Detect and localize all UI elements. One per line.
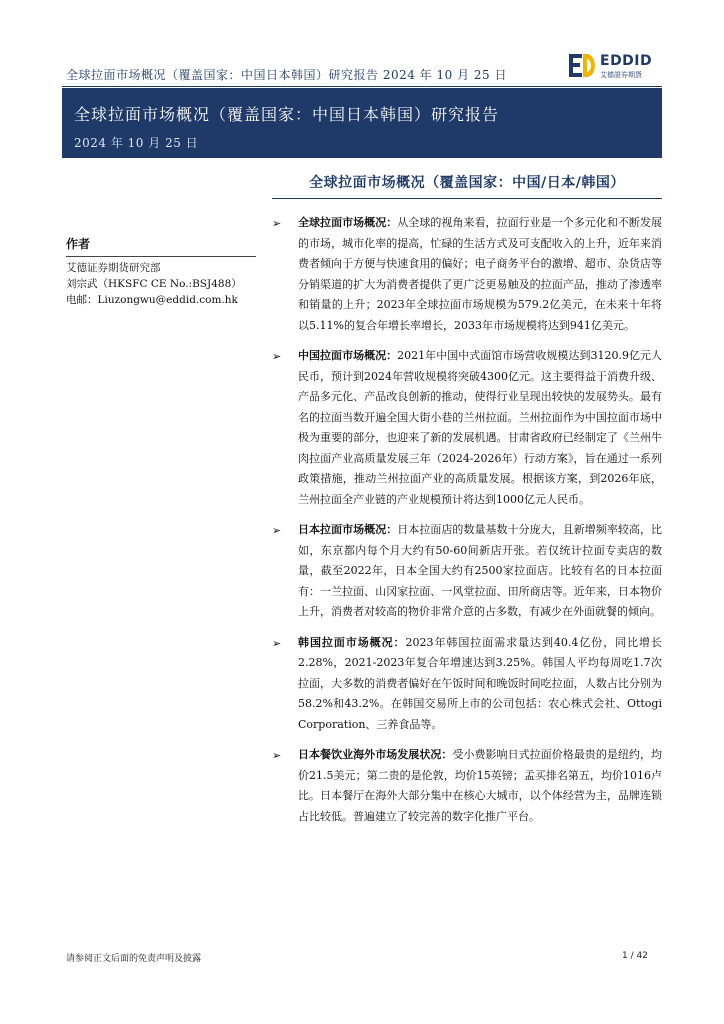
report-title: 全球拉面市场概况（覆盖国家：中国日本韩国）研究报告: [74, 105, 500, 124]
author-name: 刘宗武（HKSFC CE No.:BSJ488）: [66, 278, 242, 290]
item-text: 日本拉面店的数量基数十分庞大，且新增频率较高，比如，东京都内每个月大约有50-60间新店开张。若仅统计拉面专卖店的数量，截至2022年，日本全国大约有2500家拉面店。比较有名的日本拉面有：一兰拉面、山冈家拉面、一风堂拉面、田所商店等。近年来，日本物价上升，消费者对较高的物价非常介意的占多数，有减少在外面就餐的倾向。: [298, 523, 662, 618]
author-email[interactable]: 电邮：Liuzongwu@eddid.com.hk: [66, 294, 238, 306]
item-text: 受小费影响日式拉面价格最贵的是纽约，均价21.5美元；第二贵的是伦敦，均价15英镑；孟买排名第五，均价1016卢比。日本餐厅在海外大部分集中在核心大城市，以个体经营为主，品牌连锁占比较低。普遍建立了较完善的数字化推广平台。: [298, 748, 662, 823]
item-lead: 全球拉面市场概况：: [298, 216, 398, 229]
section-title: 全球拉面市场概况（覆盖国家：中国/日本/韩国）: [309, 175, 625, 191]
report-date: 2024 年 10 月 25 日: [74, 136, 199, 150]
list-item: [272, 346, 662, 510]
eddid-logo-icon: [566, 50, 596, 80]
arrow-bullet-icon: ➢: [272, 217, 282, 230]
page-number: 1 / 42: [622, 951, 648, 961]
author-heading: 作者: [66, 237, 91, 251]
arrow-bullet-icon: ➢: [272, 350, 282, 363]
company-logo: [566, 50, 666, 82]
header-rule: [62, 86, 662, 87]
item-lead: 中国拉面市场概况：: [298, 349, 398, 362]
author-rule: [66, 256, 256, 257]
list-item: [272, 745, 662, 827]
logo-sub-text: 艾德證券期貨: [600, 71, 642, 79]
logo-brand-text: EDDID: [600, 53, 653, 69]
list-item: [272, 633, 662, 736]
arrow-bullet-icon: ➢: [272, 524, 282, 537]
item-text: 从全球的视角来看，拉面行业是一个多元化和不断发展的市场，城市化率的提高，忙碌的生活方式及可支配收入的上升，近年来消费者倾向于方便与快速食用的偏好；电子商务平台的激增、超市、杂货店等分销渠道的扩大为消费者提供了更广泛更易触及的拉面产品，推动了渗透率和销量的上升；2023年全球拉面市场规模为579.2亿美元，在未来十年将以5.11%的复合年增长率增长，2033年市场规模将达到941亿美元。: [298, 216, 662, 332]
item-text: 2021年中国中式面馆市场营收规模达到3120.9亿元人民币，预计到2024年营收规模将突破4300亿元。这主要得益于消费升级、产品多元化、产品改良创新的推动，使得行业呈现出较快的发展势头。最有名的拉面当数开遍全国大街小巷的兰州拉面。兰州拉面作为中国拉面市场中极为重要的部分，也迎来了新的发展机遇。甘肃省政府已经制定了《兰州牛肉拉面产业高质量发展三年（2024-2026年）行动方案》，旨在通过一系列政策措施，推动兰州拉面产业的高质量发展。根据该方案，到2026年底，兰州拉面全产业链的产业规模预计将达到1000亿元人民币。: [298, 349, 663, 506]
footer-disclaimer: 请参阅正文后面的免责声明及披露: [66, 954, 202, 964]
list-item: [272, 213, 662, 336]
section-rule: [272, 198, 662, 199]
item-lead: 日本餐饮业海外市场发展状况：: [298, 748, 453, 761]
title-banner: [62, 88, 662, 158]
item-text: 2023年韩国拉面需求量达到40.4亿份，同比增长2.28%，2021-2023年复合年增速达到3.25%。韩国人平均每周吃1.7次拉面，大多数的消费者偏好在午饭时间和晚饭时间吃拉面，人数占比分别为58.2%和43.2%。在韩国交易所上市的公司包括：农心株式会社、Ottogi Corporation、三养食品等。: [298, 635, 662, 731]
author-org: 艾德证券期货研究部: [66, 262, 161, 274]
running-header: 全球拉面市场概况（覆盖国家：中国日本韩国）研究报告 2024 年 10 月 25 日: [66, 68, 507, 82]
main-content: [272, 172, 662, 837]
item-lead: 日本拉面市场概况：: [298, 523, 398, 536]
item-lead: 韩国拉面市场概况：: [298, 635, 406, 649]
arrow-bullet-icon: ➢: [272, 636, 282, 650]
arrow-bullet-icon: ➢: [272, 749, 282, 762]
list-item: [272, 520, 662, 623]
author-block: [66, 236, 256, 308]
